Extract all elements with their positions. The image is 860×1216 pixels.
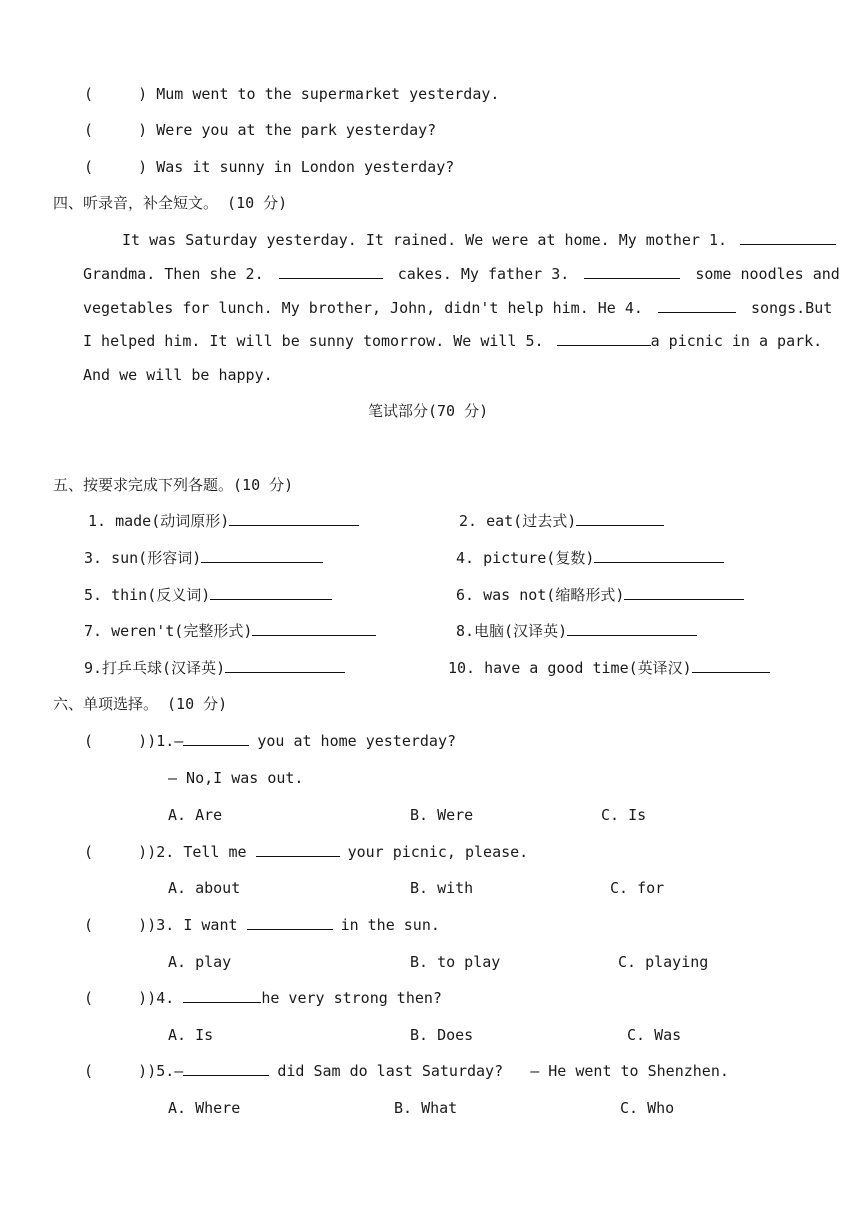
judge-text: Was it sunny in London yesterday? — [156, 158, 455, 176]
question-3: ( ))3. I want in the sun. — [84, 916, 440, 934]
answer-blank[interactable] — [576, 511, 664, 526]
question-2: ( ))2. Tell me your picnic, please. — [84, 843, 529, 861]
judge-text: Mum went to the supermarket yesterday. — [156, 85, 500, 103]
answer-paren[interactable]: ( ) — [84, 85, 148, 103]
judge-line — [84, 157, 454, 177]
question-1: ( ))1.— you at home yesterday? — [84, 732, 457, 750]
answer-paren[interactable]: ( ) — [84, 916, 148, 934]
question-blank[interactable] — [247, 915, 333, 930]
option-a[interactable]: A. Is — [168, 1026, 214, 1044]
exercise-item: 4. picture(复数) — [456, 548, 724, 568]
option-c[interactable]: C. Is — [601, 806, 647, 824]
option-c[interactable]: C. Who — [620, 1099, 675, 1117]
option-b[interactable]: B. Does — [410, 1026, 474, 1044]
question-1-reply: — No,I was out. — [168, 769, 304, 787]
passage-line-1: It was Saturday yesterday. It rained. We were at home. My mother 1. — [122, 230, 836, 250]
answer-blank[interactable] — [567, 621, 697, 636]
fill-blank-3[interactable] — [584, 264, 680, 279]
question-blank[interactable] — [183, 988, 261, 1003]
question-4: ( ))4. he very strong then? — [84, 989, 442, 1007]
option-b[interactable]: B. What — [394, 1099, 458, 1117]
judge-line — [84, 84, 499, 104]
exercise-item: 8.电脑(汉译英) — [456, 621, 697, 641]
option-b[interactable]: B. with — [410, 879, 474, 897]
question-5: ( ))5.— did Sam do last Saturday? — He went to Shenzhen. — [84, 1062, 729, 1080]
option-a[interactable]: A. Are — [168, 806, 223, 824]
answer-blank[interactable] — [594, 548, 724, 563]
option-c[interactable]: C. for — [610, 879, 665, 897]
exercise-item: 3. sun(形容词) — [84, 548, 323, 568]
answer-paren[interactable]: ( ) — [84, 121, 148, 139]
fill-blank-4[interactable] — [658, 298, 736, 313]
passage-line-5: And we will be happy. — [83, 366, 273, 384]
exercise-item: 6. was not(缩略形式) — [456, 585, 744, 605]
passage-line-4: I helped him. It will be sunny tomorrow. We will 5. a picnic in a park. — [83, 332, 823, 350]
judge-line — [84, 120, 436, 140]
section-6-heading: 六、单项选择。 (10 分) — [53, 695, 228, 713]
written-part-title: 笔试部分(70 分) — [368, 402, 489, 420]
exercise-item: 5. thin(反义词) — [84, 585, 332, 605]
fill-blank-1[interactable] — [740, 230, 836, 245]
exercise-item: 1. made(动词原形) — [88, 511, 359, 531]
answer-blank[interactable] — [201, 548, 323, 563]
answer-blank[interactable] — [210, 585, 332, 600]
question-blank[interactable] — [256, 842, 340, 857]
exercise-item: 7. weren't(完整形式) — [84, 621, 376, 641]
answer-paren[interactable]: ( ) — [84, 1062, 148, 1080]
judge-text: Were you at the park yesterday? — [156, 121, 437, 139]
question-blank[interactable] — [183, 1061, 269, 1076]
option-a[interactable]: A. about — [168, 879, 241, 897]
answer-blank[interactable] — [692, 658, 770, 673]
question-blank[interactable] — [183, 731, 249, 746]
exercise-item: 2. eat(过去式) — [459, 511, 664, 531]
answer-paren[interactable]: ( ) — [84, 989, 148, 1007]
answer-blank[interactable] — [229, 511, 359, 526]
answer-blank[interactable] — [225, 658, 345, 673]
passage-line-3: vegetables for lunch. My brother, John, didn't help him. He 4. songs.But — [83, 299, 833, 317]
option-b[interactable]: B. to play — [410, 953, 501, 971]
exercise-item: 10. have a good time(英译汉) — [448, 658, 770, 678]
section-4-heading: 四、听录音，补全短文。 (10 分) — [53, 194, 288, 212]
answer-paren[interactable]: ( ) — [84, 843, 148, 861]
passage-line-2: Grandma. Then she 2. cakes. My father 3. some noodles and — [83, 265, 840, 283]
section-5-heading: 五、按要求完成下列各题。(10 分) — [53, 476, 294, 494]
answer-blank[interactable] — [252, 621, 376, 636]
fill-blank-5[interactable] — [557, 331, 651, 346]
option-c[interactable]: C. Was — [627, 1026, 682, 1044]
answer-paren[interactable]: ( ) — [84, 732, 148, 750]
answer-blank[interactable] — [624, 585, 744, 600]
option-a[interactable]: A. play — [168, 953, 232, 971]
option-a[interactable]: A. Where — [168, 1099, 241, 1117]
exercise-item: 9.打乒乓球(汉译英) — [84, 658, 345, 678]
option-c[interactable]: C. playing — [618, 953, 709, 971]
option-b[interactable]: B. Were — [410, 806, 474, 824]
answer-paren[interactable]: ( ) — [84, 158, 148, 176]
fill-blank-2[interactable] — [279, 264, 383, 279]
